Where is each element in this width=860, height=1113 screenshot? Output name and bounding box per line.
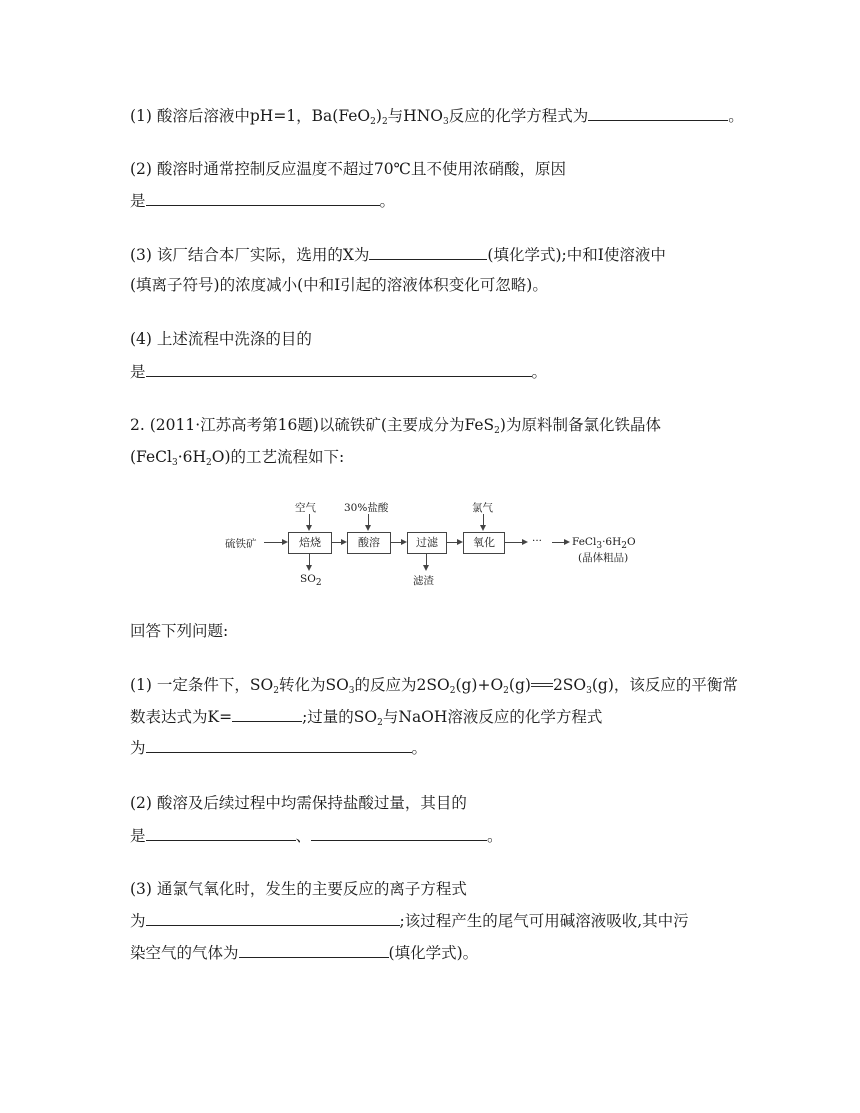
text: SO <box>300 573 316 585</box>
q2-part2-line1: (2) 酸溶及后续过程中均需保持盐酸过量，其目的 <box>130 794 467 812</box>
text: 。 <box>379 192 396 210</box>
text: 。 <box>487 827 503 845</box>
flow-input-chlorine: 氯气 <box>472 502 493 514</box>
text: 与NaOH溶液反应的化学方程式 <box>382 708 603 726</box>
text: ·6H <box>177 448 206 466</box>
flow-step-roast: 焙烧 <box>288 532 332 554</box>
text: ;该过程产生的尾气可用碱溶液吸收,其中污 <box>399 912 689 930</box>
q2-intro-line1: 2. (2011·江苏高考第16题)以硫铁矿(主要成分为FeS$_2$)为原料制备氯化铁晶体 <box>130 416 661 436</box>
flow-dots: ··· <box>532 535 543 547</box>
flow-input-label: 硫铁矿 <box>225 538 257 550</box>
answer-blank[interactable] <box>588 104 728 121</box>
process-flow-diagram <box>220 494 680 594</box>
flow-step-oxidize: 氧化 <box>463 532 505 554</box>
text: 是 <box>130 363 146 381</box>
q1-part2-line2 <box>130 189 395 212</box>
text: (填化学式);中和Ⅰ使溶液中 <box>487 246 666 264</box>
text: 数表达式为K= <box>130 708 233 726</box>
answer-blank[interactable] <box>146 909 400 926</box>
text: (g) <box>508 676 531 694</box>
text: 染空气的气体为 <box>130 944 239 962</box>
text: 。 <box>411 739 428 757</box>
text: 是 <box>130 192 146 210</box>
q2-part2-line2 <box>130 824 503 847</box>
q1-part4-line1: (4) 上述流程中洗涤的目的 <box>130 330 312 348</box>
answer-blank[interactable] <box>232 705 302 722</box>
text: 的反应为2SO <box>354 676 450 694</box>
text: O)的工艺流程如下: <box>211 448 345 466</box>
q2-part1-line3 <box>130 736 427 759</box>
answer-blank[interactable] <box>146 824 296 841</box>
flow-output-residue: 滤渣 <box>413 575 434 587</box>
text: )为原料制备氯化铁晶体 <box>499 416 661 434</box>
text: (1) 酸溶后溶液中pH=1，Ba(FeO <box>130 107 371 125</box>
q2-part3-line2 <box>130 909 689 932</box>
text: 、 <box>295 827 312 845</box>
text: (g)+O <box>455 676 504 694</box>
q2-part3-line1: (3) 通氯气氧化时，发生的主要反应的离子方程式 <box>130 880 467 898</box>
text: 。 <box>728 107 744 125</box>
flow-product-note: (晶体粗品) <box>578 552 629 564</box>
text: 为 <box>130 912 146 930</box>
text: (填化学式)。 <box>388 944 479 962</box>
q2-part1-line1: (1) 一定条件下，$SO_2$转化为$SO_3$的反应为$2SO_2(g)+O_2(g)$ $2SO_3(g)$，该反应的平衡常 <box>130 676 738 696</box>
text: (FeCl <box>130 448 172 466</box>
flow-step-filter: 过滤 <box>407 532 447 554</box>
text: 转化为SO <box>278 676 349 694</box>
text: 为 <box>130 739 146 757</box>
text: 反应的化学方程式为 <box>448 107 589 125</box>
answer-blank[interactable] <box>239 941 389 958</box>
answer-blank[interactable] <box>369 243 487 260</box>
text: (g)，该反应的平衡常 <box>591 676 738 694</box>
text: ) <box>375 107 382 125</box>
answer-blank[interactable] <box>311 824 487 841</box>
text: O <box>626 536 636 548</box>
equilibrium-arrow <box>531 682 553 690</box>
text: ;过量的SO <box>302 708 378 726</box>
flow-product-label: $FeCl_3\cdot 6H_2O$ <box>572 536 636 551</box>
q1-part3-line2: (填离子符号)的浓度减小(中和Ⅰ引起的溶液体积变化可忽略)。 <box>130 276 548 294</box>
q1-part3-line1 <box>130 243 666 266</box>
text: (1) 一定条件下，SO <box>130 676 274 694</box>
text: 2. (2011·江苏高考第16题)以硫铁矿(主要成分为FeS <box>130 416 495 434</box>
answer-blank[interactable] <box>146 736 412 753</box>
answer-blank[interactable] <box>146 360 532 377</box>
q1-part1: (1) 酸溶后溶液中pH=1，$Ba(FeO_2)_2$与$HNO_3$反应的化学方程式为 。 <box>130 104 744 127</box>
text: FeCl <box>572 536 597 548</box>
text: 是 <box>130 827 146 845</box>
q2-part3-line3 <box>130 941 478 964</box>
text: ·6H <box>602 536 622 548</box>
answer-blank[interactable] <box>146 189 380 206</box>
text: 与HNO <box>387 107 443 125</box>
flow-input-air: 空气 <box>295 502 316 514</box>
text: 2SO <box>552 676 587 694</box>
q2-intro-line2: $(FeCl_3\cdot 6H_2O)$的工艺流程如下: <box>130 448 345 468</box>
flow-output-so2: $SO_2$ <box>300 573 322 588</box>
q1-part4-line2 <box>130 360 547 383</box>
text: (3) 该厂结合本厂实际，选用的X为 <box>130 246 370 264</box>
q2-part1-line2: 数表达式为K= ;过量的$SO_2$与NaOH溶液反应的化学方程式 <box>130 705 602 728</box>
flow-step-acid-dissolve: 酸溶 <box>347 532 391 554</box>
text: 。 <box>531 363 548 381</box>
q2-answer-prompt: 回答下列问题: <box>130 622 229 640</box>
q1-part2-line1: (2) 酸溶时通常控制反应温度不超过70℃且不使用浓硝酸，原因 <box>130 160 566 178</box>
flow-input-hcl: 30%盐酸 <box>344 502 389 514</box>
